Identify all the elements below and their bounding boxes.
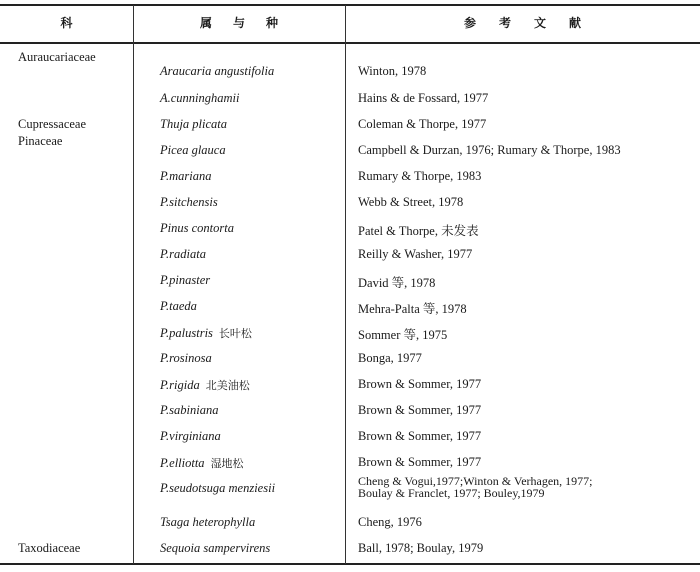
reference-line: Webb & Street, 1978 [358, 195, 464, 209]
table-row [0, 325, 700, 345]
table-row [0, 299, 700, 319]
reference-line: Brown & Sommer, 1977 [358, 403, 482, 417]
genus-species [160, 429, 221, 444]
reference-line: Rumary & Thorpe, 1983 [358, 169, 482, 183]
reference-line: Brown & Sommer, 1977 [358, 377, 482, 391]
reference [358, 247, 472, 262]
genus-species [160, 481, 275, 496]
reference-line: Winton, 1978 [358, 64, 427, 78]
latin-name: P.taeda [160, 299, 197, 313]
reference [358, 429, 481, 444]
reference-line: Brown & Sommer, 1977 [358, 455, 482, 469]
bottom-rule [0, 563, 700, 565]
reference [358, 403, 481, 418]
reference [358, 455, 481, 470]
table-row [0, 474, 700, 501]
chinese-name: 北美油松 [205, 380, 250, 392]
header-family: 科 [60, 16, 73, 30]
latin-name: Thuja plicata [160, 117, 228, 131]
reference [358, 169, 481, 184]
reference [358, 377, 481, 392]
reference-line: Sommer 等, 1975 [358, 328, 448, 342]
reference-line: Ball, 1978; Boulay, 1979 [358, 541, 484, 555]
genus-species [160, 247, 206, 262]
reference [358, 64, 426, 79]
genus-species [160, 403, 218, 418]
genus-species [160, 541, 270, 556]
family-name: Auraucariaceae [18, 50, 96, 64]
latin-name: P.elliotta [160, 456, 205, 470]
genus-species [160, 91, 240, 106]
latin-name: P.rigida [160, 378, 200, 392]
table-row [0, 64, 700, 84]
reference [358, 325, 447, 343]
top-rule [0, 4, 700, 6]
latin-name: P.seudotsuga menziesii [160, 481, 276, 495]
table-row [0, 351, 700, 371]
reference [358, 475, 593, 499]
table-row [0, 403, 700, 423]
genus-species [160, 377, 250, 393]
table-row [0, 143, 700, 163]
reference-line: Mehra-Palta 等, 1978 [358, 302, 467, 316]
latin-name: P.virginiana [160, 429, 221, 443]
reference-line: Patel & Thorpe, 未发表 [358, 224, 479, 238]
genus-species [160, 169, 212, 184]
reference [358, 117, 486, 132]
table-row [0, 221, 700, 241]
latin-name: P.sabiniana [160, 403, 219, 417]
latin-name: Pinus contorta [160, 221, 234, 235]
genus-species [160, 64, 274, 79]
table-row [0, 169, 700, 189]
genus-species [160, 195, 218, 210]
reference [358, 351, 422, 366]
reference-line: Bonga, 1977 [358, 351, 422, 365]
latin-name: P.sitchensis [160, 195, 218, 209]
reference [358, 91, 488, 106]
reference [358, 195, 463, 210]
reference [358, 299, 467, 317]
family-name: Pinaceae [18, 134, 63, 148]
chinese-name: 长叶松 [218, 328, 252, 340]
genus-species [160, 351, 212, 366]
reference-line: Reilly & Washer, 1977 [358, 247, 473, 261]
reference-line: Cheng & Vogui,1977;Winton & Verhagen, 1977; [358, 474, 593, 488]
genus-species [160, 117, 227, 132]
reference [358, 143, 621, 158]
reference [358, 273, 435, 291]
header-genus-species: 属 与 种 [199, 16, 278, 30]
reference [358, 515, 422, 530]
reference-line: Coleman & Thorpe, 1977 [358, 117, 487, 131]
latin-name: P.radiata [160, 247, 206, 261]
table-row [0, 117, 700, 137]
latin-name: Tsaga heterophylla [160, 515, 256, 529]
latin-name: P.mariana [160, 169, 212, 183]
reference-line: Boulay & Franclet, 1977; Bouley,1979 [358, 486, 545, 500]
table-row [0, 91, 700, 111]
latin-name: A.cunninghamii [160, 91, 240, 105]
latin-name: P.rosinosa [160, 351, 212, 365]
latin-name: Picea glauca [160, 143, 226, 157]
reference-line: Hains & de Fossard, 1977 [358, 91, 489, 105]
reference-line: David 等, 1978 [358, 276, 436, 290]
genus-species [160, 325, 252, 341]
table-row [0, 515, 700, 535]
table-row [0, 273, 700, 293]
header-rule [0, 42, 700, 44]
header-references: 参 考 文 献 [463, 16, 581, 30]
genus-species [160, 455, 244, 471]
latin-name: Araucaria angustifolia [160, 64, 275, 78]
chinese-name: 湿地松 [210, 458, 244, 470]
genus-species [160, 299, 197, 314]
genus-species [160, 273, 210, 288]
reference-line: Brown & Sommer, 1977 [358, 429, 482, 443]
family-name: Cupressaceae [18, 117, 87, 131]
table-row [0, 377, 700, 397]
reference-line: Cheng, 1976 [358, 515, 422, 529]
table-row [0, 455, 700, 475]
latin-name: Sequoia sampervirens [160, 541, 271, 555]
reference [358, 221, 479, 239]
latin-name: P.palustris [160, 326, 213, 340]
table-row [0, 429, 700, 449]
table-row [0, 195, 700, 215]
table-row [0, 541, 700, 561]
genus-species [160, 221, 234, 236]
genus-species [160, 143, 226, 158]
genus-species [160, 515, 255, 530]
family-name: Taxodiaceae [18, 541, 81, 555]
reference-line: Campbell & Durzan, 1976; Rumary & Thorpe, 1983 [358, 143, 621, 157]
reference [358, 541, 483, 556]
table-row [0, 247, 700, 267]
latin-name: P.pinaster [160, 273, 211, 287]
